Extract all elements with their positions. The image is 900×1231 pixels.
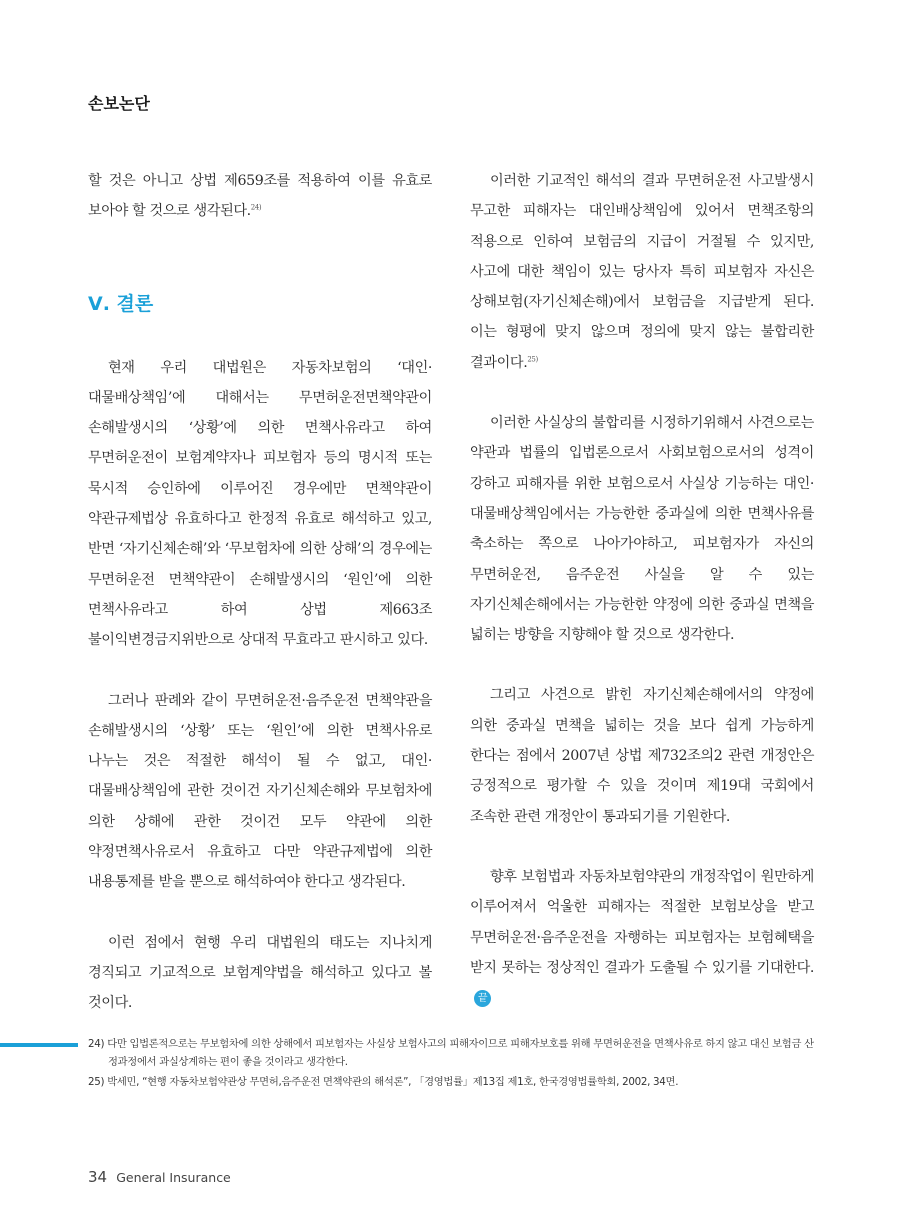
footnote-25: 25) 박세민, “현행 자동차보험약관상 무면허,음주운전 면책약관의 해석론”, 「경영법률」제13집 제1호, 한국경영법률학회, 2002, 34면.: [88, 1076, 679, 1088]
footnotes: [88, 1036, 816, 1095]
footnote-ref: 25): [527, 355, 538, 364]
paragraph: [88, 166, 432, 227]
paragraph: [470, 862, 814, 1013]
paragraph: 이런 점에서 현행 우리 대법원의 태도는 지나치게 경직되고 기교적으로 보험계약법을 해석하고 있다고 볼 것이다.: [88, 934, 432, 1012]
page-number: 34: [88, 1168, 108, 1186]
paragraph-text: 할 것은 아니고 상법 제659조를 적용하여 이를 유효로 보아야 할 것으로 생각된다.: [88, 173, 432, 220]
paragraph: 이러한 사실상의 불합리를 시정하기위해서 사견으로는 약관과 법률의 입법론으로서 사회보험으로서의 성격이 강하고 피해자를 위한 보험으로서 사실상 기능하는 대인·대물배상책임에서는 가능한한 중과실에 의한 면책사유를 축소하는 쪽으로 나아가야하고, 피보험자가 자신의 무면허운전, 음주운전 사실을 알 수 있는 자기신체손해에서는 가능한한 약정에 의한 중과실 면책을 넓히는 방향을 지향해야 할 것으로 생각한다.: [470, 415, 814, 644]
paragraph: 그러나 판례와 같이 무면허운전·음주운전 면책약관을 손해발생시의 ‘상황’ 또는 ‘원인’에 의한 면책사유로 나누는 것은 적절한 해석이 될 수 없고, 대인·대물배상책임에 관한 것이건 자기신체손해와 무보험차에 의한 상해에 관한 것이건 모두 약관에 의한 약정면책사유로서 유효하고 다만 약관규제법에 의한 내용통제를 받을 뿐으로 해석하여야 한다고 생각된다.: [88, 692, 432, 891]
paragraph: 현재 우리 대법원은 자동차보험의 ‘대인·대물배상책임’에 대해서는 무면허운전면책약관이 손해발생시의 ‘상황’에 의한 면책사유라고 하여 무면허운전이 보험계약자나 피보험자 등의 명시적 또는 묵시적 승인하에 이루어진 경우에만 면책약관이 약관규제법상 유효하다고 한정적 유효로 해석하고 있고, 반면 ‘자기신체손해’와 ‘무보험차에 의한 상해’의 경우에는 무면허운전 면책약관이 손해발생시의 ‘원인’에 의한 면책사유라고 하여 상법 제663조 불이익변경금지위반으로 상대적 무효라고 판시하고 있다.: [88, 359, 432, 649]
page-header-title: 손보논단: [88, 94, 150, 113]
paragraph-text: 향후 보험법과 자동차보험약관의 개정작업이 원만하게 이루어져서 억울한 피해자는 적절한 보험보상을 받고 무면허운전·음주운전을 자행하는 피보험자는 보험혜택을 받지 못하는 정상적인 결과가 도출될 수 있기를 기대한다.: [470, 868, 814, 976]
paragraph-text: 이러한 기교적인 해석의 결과 무면허운전 사고발생시 무고한 피해자는 대인배상책임에 있어서 면책조항의 적용으로 인하여 보험금의 지급이 거절될 수 있지만, 사고에 대한 책임이 있는 당사자 특히 피보험자 자신은 상해보험(자기신체손해)에서 보험금을 지급받게 된다. 이는 형평에 맞지 않으며 정의에 맞지 않는 불합리한 결과이다.: [470, 173, 814, 371]
publication-label: General Insurance: [116, 1170, 231, 1185]
paragraph: 그리고 사견으로 밝힌 자기신체손해에서의 약정에 의한 중과실 면책을 넓히는 것을 보다 쉽게 가능하게 한다는 점에서 2007년 상법 제732조의2 관련 개정안은 긍정적으로 평가할 수 있을 것이며 제19대 국회에서 조속한 관련 개정안이 통과되기를 기원한다.: [470, 687, 814, 825]
footnote-24: 24) 다만 입법론적으로는 무보험차에 의한 상해에서 피보험자는 사실상 보험사고의 피해자이므로 피해자보호를 위해 무면허운전을 면책사유로 하지 않고 대신 보험금 산정과정에서 과실상계하는 편이 좋을 것이라고 생각한다.: [88, 1038, 814, 1068]
footnote-accent-bar: [0, 1043, 78, 1047]
right-column: [470, 166, 814, 1013]
section-title: Ⅴ. 결론: [88, 292, 154, 315]
left-column: [88, 166, 432, 1019]
end-mark-icon: 끝: [474, 990, 491, 1007]
page-footer: [88, 1167, 231, 1186]
paragraph: [470, 166, 814, 378]
footnote-ref: 24): [250, 203, 262, 212]
